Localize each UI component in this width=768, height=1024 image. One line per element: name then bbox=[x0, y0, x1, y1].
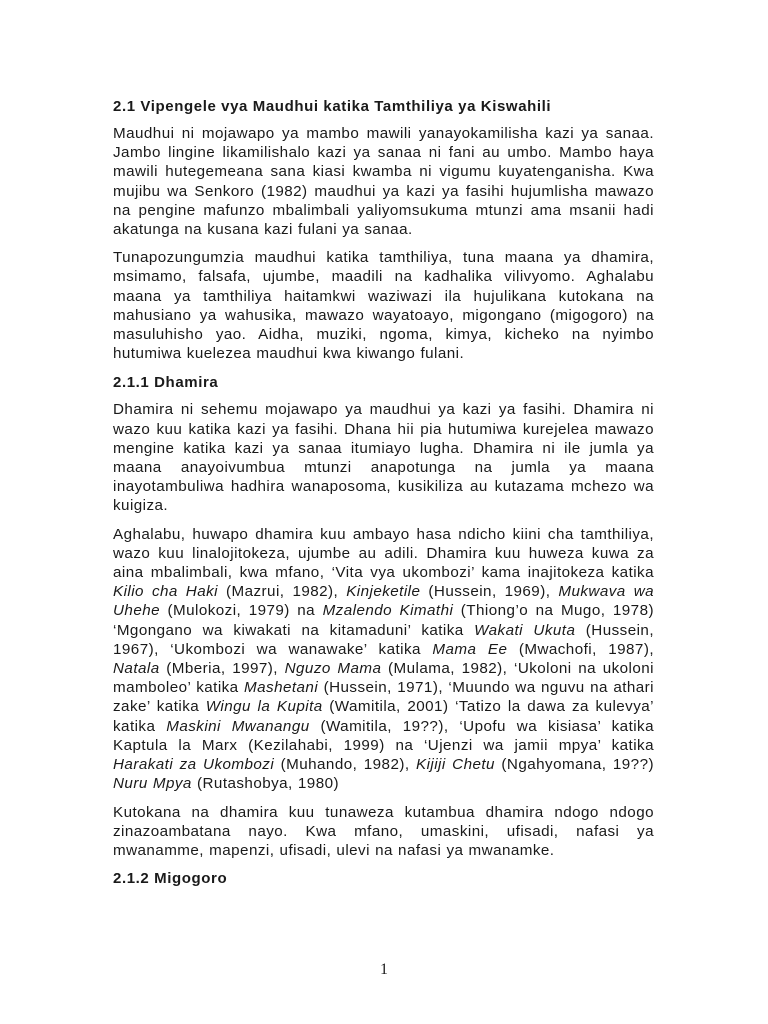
text-run: (Thiong’o na Mugo, 1978) ‘Mgongano wa kiwakati na kitamaduni’ katika bbox=[113, 602, 654, 639]
work-title: Mama Ee bbox=[432, 640, 508, 658]
paragraph-dhamira-definition: Dhamira ni sehemu mojawapo ya maudhui ya kazi ya fasihi. Dhamira ni wazo kuu katika kazi ya fasihi. Dhana hii pia hutumiwa kurejelea mawazo mengine katika kazi ya sanaa itumiayo lugha. Dhamira ni ile jumla ya maana anayoivumbua mtunzi anapotunga na jumla ya maana inayotambuliwa hadhira wanaposoma, kusikiliza au kutazama mchezo wa kuigiza. bbox=[113, 401, 654, 515]
work-title: Nuru Mpya bbox=[113, 775, 192, 793]
work-title: Maskini Mwanangu bbox=[166, 717, 310, 735]
text-run: (Mulokozi, 1979) na bbox=[160, 602, 323, 620]
text-run: Aghalabu, huwapo dhamira kuu ambayo hasa ndicho kiini cha tamthiliya, wazo kuu linalojitokeza, ujumbe au adili. Dhamira kuu huweza kuwa za aina mbalimbali, kwa mfano, ‘Vita vya ukombozi’ kama inajitokeza katika bbox=[113, 525, 654, 582]
text-run: (Hussein, 1969), bbox=[420, 583, 559, 601]
work-title: Mzalendo Kimathi bbox=[322, 602, 454, 620]
work-title: Mukwava wa Uhehe bbox=[113, 583, 655, 620]
subsection-heading-migogoro: 2.1.2 Migogoro bbox=[113, 870, 228, 888]
text-run: (Mberia, 1997), bbox=[159, 660, 285, 678]
paragraph-maudhui-tamthiliya: Tunapozungumzia maudhui katika tamthiliya, tuna maana ya dhamira, msimamo, falsafa, ujumbe, maadili na kadhalika vilivyomo. Aghalabu maana ya tamthiliya haitamkwi waziwazi ila hujulikana kutokana na mahusiano ya wahusika, mawazo wayatoayo, migongano (migogoro) na masuluhisho yao. Aidha, muziki, ngoma, kimya, kicheko na nyimbo hutumiwa kuelezea maudhui kwa kiwango fulani. bbox=[113, 249, 654, 363]
text-run: (Mulama, 1982), ‘Ukoloni na ukoloni mamboleo’ katika bbox=[113, 660, 654, 697]
text-run: (Mwachofi, 1987), bbox=[507, 640, 654, 658]
work-title: Wakati Ukuta bbox=[474, 621, 576, 639]
work-title: Kilio cha Haki bbox=[113, 583, 218, 601]
paragraph-dhamira-ndogo: Kutokana na dhamira kuu tunaweza kutambua dhamira ndogo ndogo zinazoambatana nayo. Kwa mfano, umaskini, ufisadi, nafasi ya mwanamme, mapenzi, ufisadi, ulevi na nafasi ya mwanamke. bbox=[113, 803, 654, 859]
document-page bbox=[113, 96, 654, 896]
text-run: (Wamitila, 2001) ‘Tatizo la dawa za kulevya’ katika bbox=[113, 698, 654, 735]
paragraph-maudhui-definition: Maudhui ni mojawapo ya mambo mawili yanayokamilisha kazi ya sanaa. Jambo lingine likamilishalo kazi ya sanaa ni fani au umbo. Mambo haya mawili hutegemeana sana kiasi kwamba ni vigumu kuyatenganisha. Kwa mujibu wa Senkoro (1982) maudhui ya kazi ya fasihi hujumlisha mawazo na pengine mafunzo mbalimbali yaliyomsukuma mtunzi ama msanii hadi akatunga na kusana kazi fulani ya sanaa. bbox=[113, 125, 654, 239]
work-title: Kinjeketile bbox=[346, 583, 421, 601]
work-title: Harakati za Ukombozi bbox=[113, 756, 275, 774]
page-number: 1 bbox=[380, 961, 388, 978]
work-title: Kijiji Chetu bbox=[415, 756, 495, 774]
text-run: (Hussein, 1967), ‘Ukombozi wa wanawake’ katika bbox=[113, 621, 654, 658]
work-title: Nguzo Mama bbox=[284, 660, 382, 678]
paragraph-dhamira-kuu bbox=[113, 525, 654, 794]
text-run: (Wamitila, 19??), ‘Upofu wa kisiasa’ katika Kaptula la Marx (Kezilahabi, 1999) na ‘Ujenzi wa jamii mpya’ katika bbox=[113, 717, 655, 754]
text-run: (Mazrui, 1982), bbox=[217, 583, 347, 601]
text-run: (Ngahyomana, 19??) bbox=[494, 756, 654, 774]
work-title: Natala bbox=[113, 660, 160, 678]
section-heading: 2.1 Vipengele vya Maudhui katika Tamthiliya ya Kiswahili bbox=[113, 98, 552, 115]
text-run: (Muhando, 1982), bbox=[274, 756, 416, 774]
subsection-heading-dhamira: 2.1.1 Dhamira bbox=[113, 374, 219, 392]
text-run: (Hussein, 1971), ‘Muundo wa nguvu na athari zake’ katika bbox=[113, 679, 655, 716]
text-run: (Rutashobya, 1980) bbox=[191, 775, 339, 793]
work-title: Wingu la Kupita bbox=[205, 698, 323, 716]
work-title: Mashetani bbox=[244, 679, 319, 697]
